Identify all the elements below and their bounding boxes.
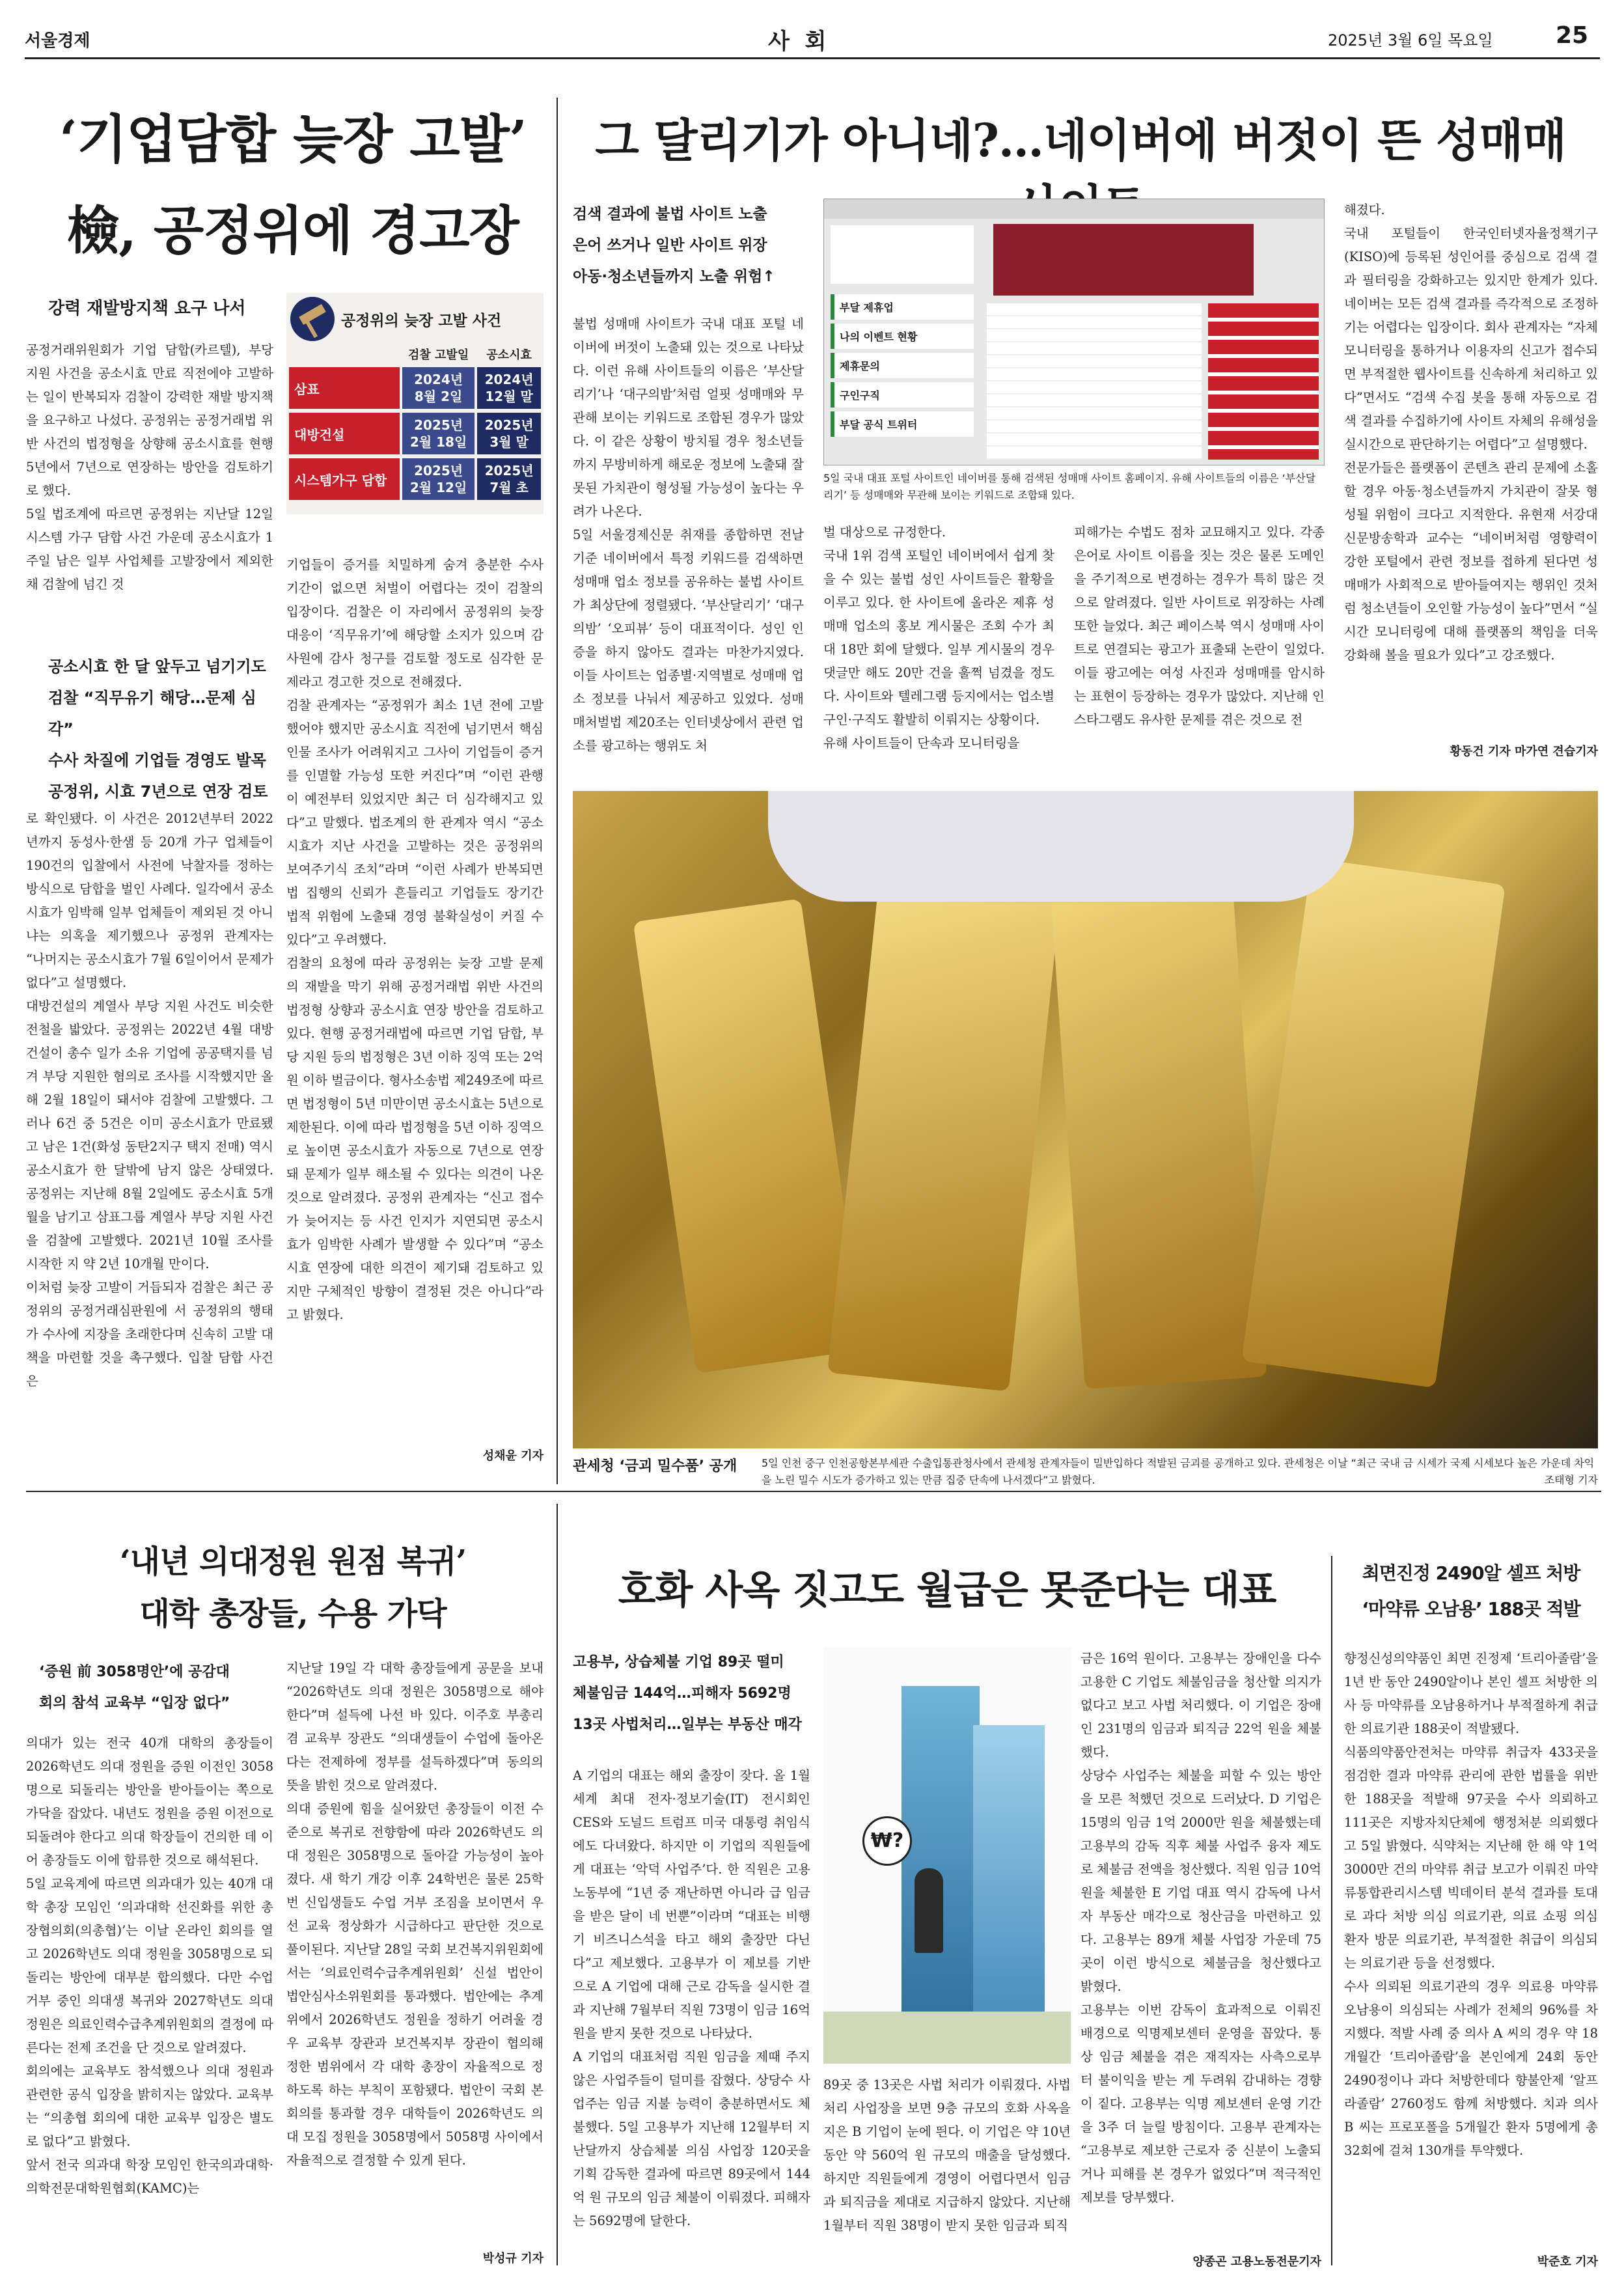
infobox-row-label: 시스템가구 담합: [289, 458, 400, 500]
infobox-date-year: 2025년: [414, 463, 463, 478]
article1-subhead: 공소시효 한 달 앞두고 넘기기도: [48, 657, 266, 676]
post-list: [987, 303, 1202, 460]
paper-name: 서울경제: [25, 31, 90, 51]
article3-deck: [39, 1657, 273, 1719]
article4-deck-line: 체불임금 144억…피해자 5692명: [573, 1685, 791, 1702]
infobox-date-year: 2024년: [414, 372, 463, 387]
article4-body-col2: 89곳 중 13곳은 사법 처리가 이뤄졌다. 사법 처리 사업장을 보면 9층 규모의 호화 사옥을 지은 B 기업이 눈에 띈다. 이 기업은 약 10년 동안 약 560억 원 규모의 매출을 달성했다. 하지만 직원들에게 경영이 어렵다면서 임금과 퇴직금을 제대로 지급하지 않았다. 지난해 1월부터 직원 38명이 받지 못한 임금과 퇴직: [823, 2077, 1071, 2233]
article4-headline: 호화 사옥 짓고도 월급은 못준다는 대표: [618, 1568, 1276, 1613]
infobox-date-day: 2월 12일: [409, 480, 467, 495]
businessman-figure: [915, 1868, 943, 1953]
photo-caption-text: 5일 인천 중구 인천공항본부세관 수출입통관청사에서 관세청 관계자들이 밀반입하다 적발된 금괴를 공개하고 있다. 관세청은 이날 “최근 국내 금 시세가 국제 시세보다 높은 가운데 차익을 노린 밀수 시도가 증가하고 있는 만큼 집중 단속에 나서겠다”고 밝혔다.: [762, 1457, 1595, 1486]
site-menu-item: 부달 공식 트위터: [831, 411, 974, 437]
article4-deck-line: 고용부, 상습체불 기업 89곳 떨미: [573, 1654, 784, 1670]
infobox-row: [289, 413, 541, 454]
gold-bar: [633, 898, 864, 1373]
gavel-icon: [290, 297, 335, 341]
tower-building: [901, 1686, 980, 2051]
gold-bar: [827, 880, 1060, 1391]
article5-headline-line2: ‘마약류 오남용’ 188곳 적발: [1362, 1598, 1580, 1620]
article1-subheads: [48, 651, 269, 807]
article2-body-col3: 피해가는 수법도 점차 교묘해지고 있다. 각종 은어로 사이트 이름을 짓는 것은 물론 도메인을 주기적으로 변경하는 경우가 특히 많은 것으로 알려졌다. 일반 사이트로 위장하는 사례 또한 늘었다. 최근 페이스북 역시 성매매 사이트로 연결되는 광고가 표출돼 논란이 일었다. 이들 광고에는 여성 사진과 성매매를 암시하는 표현이 등장하는 경우가 많았다. 지난해 인스타그램도 유사한 문제를 겪은 것으로 전: [1074, 525, 1325, 727]
article2-body-col1: 불법 성매매 사이트가 국내 대표 포털 네이버에 버젓이 노출돼 있는 것으로 나타났다. 이런 유해 사이트들의 이름은 ‘부산달리기’나 ‘대구의밤’처럼 얼핏 성매매와 무관해 보이는 키워드로 조합된 경우가 많았다. 이 같은 상황이 방치될 경우 청소년들까지 무방비하게 해로운 정보에 노출돼 잘못된 가치관이 형성될 가능성이 높다는 우려가 나온다. 5일 서울경제신문 취재를 종합하면 전날 기준 네이버에서 특정 키워드를 검색하면 성매매 업소 정보를 공유하는 불법 사이트가 최상단에 정렬됐다. ‘부산달리기’ ‘대구의밤’ ‘오피뷰’ 등이 대표적이다. 성인 인증을 하지 않아도 결과는 마찬가지였다. 이들 사이트는 업종별·지역별로 성매매 업소 정보를 나눠서 제공하고 있었다. 성매매처벌법 제20조는 인터넷상에서 관련 업소를 광고하는 행위도 처: [573, 316, 804, 753]
site-menu-item: 구인구직: [831, 382, 974, 408]
ground: [823, 2012, 1071, 2064]
article1-body-col1b: 로 확인됐다. 이 사건은 2012년부터 2022년까지 동성사·한샘 등 20개 가구 업체들이 190건의 입찰에서 사전에 낙찰자를 정하는 방식으로 담합을 벌인 사례다. 일각에서 공소시효가 임박해 일부 업체들이 제외된 것 아니냐는 의혹을 제기했으나 공정위 관계자는 “나머지는 공소시효가 7월 6일이어서 문제가 없다”고 설명했다. 대방건설의 계열사 부당 지원 사건도 비슷한 전철을 밟았다. 공정위는 2022년 4월 대방건설이 총수 일가 소유 기업에 공공택지를 넘겨 부당 지원한 혐의로 조사를 시작했지만 올해 2월 18일이 돼서야 검찰에 고발했다. 그러나 6건 중 5건은 이미 공소시효가 만료됐고 남은 1건(화성 동탄2지구 택지 전매) 역시 공소시효가 한 달밖에 남지 않은 상태였다. 공정위는 지난해 8월 2일에도 공소시효 5개월을 남기고 삼표그룹 계열사 부당 지원 사건을 검찰에 고발했다. 2021년 10월 조사를 시작한 지 약 2년 10개월 만이다. 이처럼 늦장 고발이 거듭되자 검찰은 최근 공정위의 공정거래심판원에 서 공정위의 행태가 수사에 지장을 초래한다며 신속히 고발 대책을 마련할 것을 촉구했다. 입찰 담합 사건은: [26, 811, 273, 1389]
horizontal-rule: [26, 1491, 1601, 1492]
article2-deck-line: 검색 결과에 불법 사이트 노출: [573, 206, 767, 223]
infobox-col-statute: 공소시효: [486, 348, 532, 362]
article2-body-col2: 벌 대상으로 규정한다. 국내 1위 검색 포털인 네이버에서 쉽게 찾을 수 있는 불법 성인 사이트들은 활황을 이루고 있다. 한 사이트에 올라온 제휴 성매매 업소의 홍보 게시물은 조회 수가 최대 18만 회에 달했다. 일부 게시물의 경우 댓글만 해도 20만 건을 훌쩍 넘겼을 정도다. 사이트와 텔레그램 등지에서는 업소별 구인·구직도 활발히 이뤄지는 상황이다. 유해 사이트들이 단속과 모니터링을: [823, 525, 1054, 751]
photo-caption: [762, 1455, 1598, 1489]
sidebar-ads: [1208, 303, 1319, 460]
screenshot-caption: 5일 국내 대표 포털 사이트인 네이버를 통해 검색된 성매매 사이트 홈페이지. 유해 사이트들의 이름은 ‘부산달리기’ 등 성매매와 무관해 보이는 키워드로 조합돼 있다.: [823, 472, 1316, 501]
infobox-statute-day: 12월 말: [485, 389, 533, 404]
section-name: 사 회: [768, 29, 831, 55]
column-rule: [557, 98, 558, 1484]
article1-subhead: 검찰 “직무유기 해당…문제 심각”: [48, 689, 256, 738]
site-menu-item: 나의 이벤트 현황: [831, 324, 974, 349]
article2-body-col4: 해졌다. 국내 포털들이 한국인터넷자율정책기구(KISO)에 등록된 성인어를 중심으로 검색 결과 필터링을 강화하고는 있지만 한계가 있다. 네이버는 모든 검색 결과를 즉각적으로 조정하기는 어렵다는 입장이다. 회사 관계자는 “자체 모니터링을 통하거나 이용자의 신고가 접수되면 부적절한 웹사이트를 신속하게 처리하고 있다”면서도 “검색 수집 봇을 통해 자동으로 검색 결과를 수집하기에 사이트 자체의 유해성을 실시간으로 판단하기는 어렵다”고 설명했다. 전문가들은 플랫폼이 콘텐츠 관리 문제에 소홀할 경우 아동·청소년들까지 가치관이 잘못 형성될 위험이 크다고 지적한다. 유현재 서강대 신문방송학과 교수는 “네이버처럼 영향력이 강한 포털에서 관련 정보를 접하게 된다면 성매매가 사회적으로 받아들여지는 행위인 것처럼 청소년들이 오인할 가능성이 높다”면서 “실시간 모니터링에 대해 플랫폼의 책임을 더욱 강화해 볼을 필요가 있다”고 강조했다.: [1344, 202, 1598, 663]
browser-bar: [824, 199, 1324, 219]
infobox-statute-day: 7월 초: [489, 480, 529, 495]
article1-deck: 강력 재발방지책 요구 나서: [48, 299, 246, 318]
tower-building: [973, 1725, 1045, 2051]
banner-image: [993, 224, 1254, 296]
infobox-statute-year: 2025년: [484, 417, 534, 433]
infobox-col-complaint-date: 검찰 고발일: [408, 348, 469, 362]
infobox-statute-day: 3월 말: [489, 434, 529, 450]
article2-deck-line: 아동·청소년들까지 노출 위험↑: [573, 268, 775, 285]
infobox-statute-year: 2025년: [484, 463, 534, 478]
article4-deck: [573, 1647, 814, 1741]
gloved-hands: [768, 791, 1354, 902]
article1-subhead: 공정위, 시효 7년으로 연장 검토: [48, 782, 268, 801]
column-rule: [557, 1504, 558, 2265]
article5-byline: 박준호 기자: [1537, 2255, 1598, 2269]
infobox-row: [289, 367, 541, 409]
infobox-row-label: 삼표: [289, 367, 400, 409]
article3-headline-line2: 대학 총장들, 수용 가닥: [139, 1596, 447, 1632]
article3-deck-line: 회의 참석 교육부 “입장 없다”: [39, 1695, 230, 1711]
infobox-row: [289, 458, 541, 500]
page-number: 25: [1556, 22, 1589, 49]
infobox-statute-year: 2024년: [484, 372, 534, 387]
article2-headline: 그 달리기가 아니네?…네이버에 버젓이 뜬 성매매: [595, 113, 1566, 167]
login-box: [831, 225, 974, 284]
gold-bar: [1050, 876, 1267, 1389]
article3-headline-line1: ‘내년 의대정원 원점 복귀’: [119, 1543, 467, 1580]
article1-byline: 성채윤 기자: [482, 1449, 544, 1463]
money-question-bubble: ₩?: [862, 1816, 912, 1866]
office-illustration: [823, 1647, 1071, 2064]
infobox-date-day: 2월 18일: [409, 434, 467, 450]
article1-subhead: 수사 차질에 기업들 경영도 발목: [48, 751, 266, 769]
article5-headline-line1: 최면진정 2490알 셀프 처방: [1362, 1562, 1580, 1584]
infobox-late-complaints: [286, 293, 544, 514]
infobox-date-day: 8월 2일: [414, 389, 463, 404]
article4-byline: 양종곤 고용노동전문기자: [1192, 2255, 1321, 2269]
article4-deck-line: 13곳 사법처리…일부는 부동산 매각: [573, 1717, 802, 1733]
article5-body: 향정신성의약품인 최면 진정제 ‘트리아졸람’을 1년 반 동안 2490알이나 본인 셀프 처방한 의사 등 마약류를 오남용하거나 부적절하게 취급한 의료기관 188곳이 적발됐다. 식품의약품안전처는 마약류 취급자 433곳을 점검한 결과 마약류 관리에 관한 법률을 위반한 188곳을 적발해 97곳을 수사 의뢰하고 111곳은 지방자치단체에 행정처분 의뢰했다고 5일 밝혔다. 식약처는 지난해 한 해 약 1억 3000만 건의 마약류 취급 보고가 이뤄진 마약류통합관리시스템 빅데이터 분석 결과를 토대로 과다 처방 의심 의료기관, 의료 쇼핑 의심 환자 방문 의료기관, 부적절한 취급이 의심되는 의료기관 등을 선정했다. 수사 의뢰된 의료기관의 경우 의료용 마약류 오남용이 의심되는 사례가 전체의 96%를 차지했다. 적발 사례 중 의사 A 씨의 경우 약 18개월간 ‘트리아졸람’을 본인에게 24회 동안 2490정이나 과다 처방한데다 향불안제 ‘알프라졸람’ 2760정도 함께 처방했다. 치과 의사 B 씨는 프로포폴을 5개월간 환자 5명에게 총 32회에 걸쳐 130개를 투약했다.: [1344, 1651, 1598, 2158]
infobox-date-year: 2025년: [414, 417, 463, 433]
article3-deck-line: ‘증원 前 3058명안’에 공감대: [39, 1664, 230, 1680]
article4-body-col1: A 기업의 대표는 해외 출장이 잦다. 올 1월 세계 최대 전자·정보기술(IT) 전시회인 CES와 도널드 트럼프 미국 대통령 취임식에도 다녀왔다. 하지만 이 기업의 직원들에게 대표는 ‘악덕 사업주’다. 한 직원은 고용노동부에 “1년 중 재난하면 아니라 급 임금을 받은 달이 네 번뿐”이라며 “대표는 비행기 비즈니스석을 타고 해외 출장만 다닌다”고 제보했다. 고용부가 이 제보를 기반으로 A 기업에 대해 근로 감독을 실시한 결과 지난해 7월부터 직원 73명이 임금 16억 원을 받지 못한 것으로 나타났다. A 기업의 대표처럼 직원 임금을 제때 주지 않은 사업주들이 덜미를 잡혔다. 상당수 사업주는 임금 지불 능력이 충분하면서도 체불했다. 5일 고용부가 지난해 12월부터 지난달까지 상습체불 의심 사업장 120곳을 기획 감독한 결과에 따르면 89곳에서 144억 원 규모의 임금 체불이 이뤄졌다. 피해자는 5692명에 달한다.: [573, 1768, 810, 2228]
column-rule: [1331, 1556, 1332, 2265]
issue-date: 2025년 3월 6일 목요일: [1328, 31, 1493, 49]
site-menu: [831, 290, 974, 441]
article2-deck-line: 은어 쓰거나 일반 사이트 위장: [573, 237, 767, 254]
article2-byline: 황동건 기자 마가연 견습기자: [1450, 745, 1598, 758]
photo-label: 관세청 ‘금괴 밀수품’ 공개: [573, 1458, 737, 1474]
article1-body-col1a: 공정거래위원회가 기업 담합(카르텔), 부당 지원 사건을 공소시효 만료 직전에야 고발하는 일이 반복되자 검찰이 강력한 재발 방지책을 요구하고 나섰다. 공정위는 공정거래법 위반 사건의 법정형을 상향해 공소시효를 현행 5년에서 7년으로 연장하는 방안을 검토하기로 했다. 5일 법조계에 따르면 공정위는 지난달 12일 시스템 가구 담합 사건 가운데 공소시효가 1주일 남은 일부 사업체를 고발장에서 제외한 채 검찰에 넘긴 것: [26, 342, 273, 592]
site-menu-item: 부달 제휴업: [831, 294, 974, 320]
gold-bar: [1241, 858, 1506, 1388]
gold-bars-photo: [573, 791, 1598, 1448]
article2-deck: [573, 199, 801, 292]
photo-credit: 조태형 기자: [1544, 1474, 1598, 1486]
site-menu-item: 제휴문의: [831, 353, 974, 378]
article1-headline-line1: ‘기업담합 늦장 고발’: [59, 109, 527, 170]
article1-body-col2: 기업들이 증거를 치밀하게 숨겨 충분한 수사 기간이 없으면 처벌이 어렵다는 것이 검찰의 입장이다. 검찰은 이 자리에서 공정위의 늦장 대응이 ‘직무유기’에 해당할 소지가 있으며 감사원에 감사 청구를 검토할 정도로 심각한 문제라고 경고한 것으로 전해졌다. 검찰 관계자는 “공정위가 최소 1년 전에 고발했어야 했지만 공소시효 직전에 넘기면서 핵심 인물 조사가 어려워지고 그사이 기업들이 증거를 인멸할 가능성 또한 커진다”며 “이런 관행이 예전부터 있었지만 최근 더 심각해지고 있다”고 말했다. 법조계의 한 관계자 역시 “공소시효가 지난 사건을 고발하는 것은 공정위의 보여주기식 조치”라며 “이런 사례가 반복되면 법 집행의 신뢰가 흔들리고 기업들도 장기간 법적 위험에 노출돼 경영 불확실성이 커질 수 있다”고 우려했다. 검찰의 요청에 따라 공정위는 늦장 고발 문제의 재발을 막기 위해 공정거래법 위반 사건의 법정형 상향과 공소시효 연장 방안을 검토하고 있다. 현행 공정거래법에 따르면 기업 담합, 부당 지원 등의 법정형은 3년 이하 징역 또는 2억 원 이하 벌금이다. 형사소송법 제249조에 따르면 법정형이 5년 미만이면 공소시효는 5년으로 제한된다. 이에 따라 법정형을 5년 이하 징역으로 높이면 공소시효가 자동으로 7년으로 연장돼 문제가 일부 해소될 수 있다는 의견이 나온 것으로 알려졌다. 공정위 관계자는 “신고 접수가 늦어지는 등 사건 인지가 지연되면 공소시효가 임박한 사례가 발생할 수 있다”며 “공소시효 연장에 대한 의견이 제기돼 검토하고 있지만 구체적인 방향이 결정된 것은 아니다”라고 밝혔다.: [286, 557, 544, 1322]
masthead-rule: [25, 57, 1600, 59]
infobox-title: 공정위의 늦장 고발 사건: [341, 312, 502, 329]
infobox-row-label: 대방건설: [289, 413, 400, 454]
article1-headline-line2: 檢, 공정위에 경고장: [67, 200, 519, 261]
article3-body-col1: 의대가 있는 전국 40개 대학의 총장들이 2026학년도 의대 정원을 증원 이전인 3058명으로 되돌리는 방안을 받아들이는 쪽으로 가닥을 잡았다. 내년도 정원을 증원 이전으로 되돌려야 한다고 의대 학장들이 건의한 데 이어 총장들도 이에 합류한 것으로 해석된다. 5일 교육계에 따르면 의과대가 있는 40개 대학 총장 모임인 ‘의과대학 선진화를 위한 총장협의회(의총협)’는 이날 온라인 회의를 열고 2026학년도 의대 정원을 3058명으로 되돌리는 방안에 대부분 합의했다. 다만 수업 거부 중인 의대생 복귀와 2027학년도 의대 정원은 의료인력수급추계위원회의 결정에 따른다는 전제 조건을 단 것으로 알려졌다. 회의에는 교육부도 참석했으나 의대 정원과 관련한 공식 입장을 밝히지는 않았다. 교육부는 “의총협 회의에 대한 교육부 입장은 별도로 없다”고 밝혔다. 앞서 전국 의과대 학장 모임인 한국의과대학·의학전문대학원협회(KAMC)는: [26, 1736, 273, 2196]
article4-body-col3: 금은 16억 원이다. 고용부는 장애인을 다수 고용한 C 기업도 체불임금을 청산할 의지가 없다고 보고 사법 처리했다. 이 기업은 장애인 231명의 임금과 퇴직금 22억 원을 체불했다. 상당수 사업주는 체불을 피할 수 있는 방안을 모른 척했던 것으로 드러났다. D 기업은 15명의 임금 1억 2000만 원을 체불했는데 고용부의 감독 직후 체불 사업주 융자 제도로 체불금 전액을 청산했다. 직원 임금 10억 원을 체불한 E 기업 대표 역시 감독에 나서자 부동산 매각으로 청산금을 마련하고 있다. 고용부는 89개 체불 사업장 가운데 75곳이 이런 방식으로 체불금을 청산했다고 밝혔다. 고용부는 이번 감독이 효과적으로 이뤄진 배경으로 익명제보센터 운영을 꼽았다. 통상 임금 체불을 겪은 재직자는 사측으로부터 불이익을 받는 게 두려워 감내하는 경향이 짙다. 고용부는 익명 제보센터 운영 기간을 3주 더 늘릴 방침이다. 고용부 관계자는 “고용부로 제보한 근로자 중 신분이 노출되거나 피해를 본 경우가 없었다”며 적극적인 제보를 당부했다.: [1080, 1651, 1321, 2205]
site-screenshot: [823, 199, 1325, 465]
article3-byline: 박성규 기자: [482, 2252, 544, 2265]
article3-body-col2: 지난달 19일 각 대학 총장들에게 공문을 보내 “2026학년도 의대 정원은 3058명으로 해야 한다”며 설득에 나선 바 있다. 이주호 부총리 겸 교육부 장관도 “의대생들이 수업에 돌아온다는 전제하에 정부를 설득하겠다”며 동의의 뜻을 밝힌 것으로 알려졌다. 의대 증원에 힘을 실어왔던 총장들이 이전 수준으로 복귀로 전향함에 따라 2026학년도 의대 정원은 3058명으로 돌아갈 가능성이 높아졌다. 새 학기 개강 이후 24학번은 물론 25학번 신입생들도 수업 거부 조짐을 보이면서 우선 교육 정상화가 시급하다고 판단한 것으로 풀이된다. 지난달 28일 국회 보건복지위원회에서는 ‘의료인력수급추계위원회’ 신설 법안이 법안심사소위원회를 통과했다. 법안에는 추계위에서 2026학년도 정원을 정하기 어려울 경우 교육부 장관과 보건복지부 장관이 협의해 정한 범위에서 각 대학 총장이 자율적으로 정하도록 하는 부칙이 포함됐다. 법안이 국회 본회의를 통과할 경우 대학들이 2026학년도 의대 모집 정원을 3058명에서 5058명 사이에서 자율적으로 결정할 수 있게 된다.: [286, 1661, 544, 2168]
